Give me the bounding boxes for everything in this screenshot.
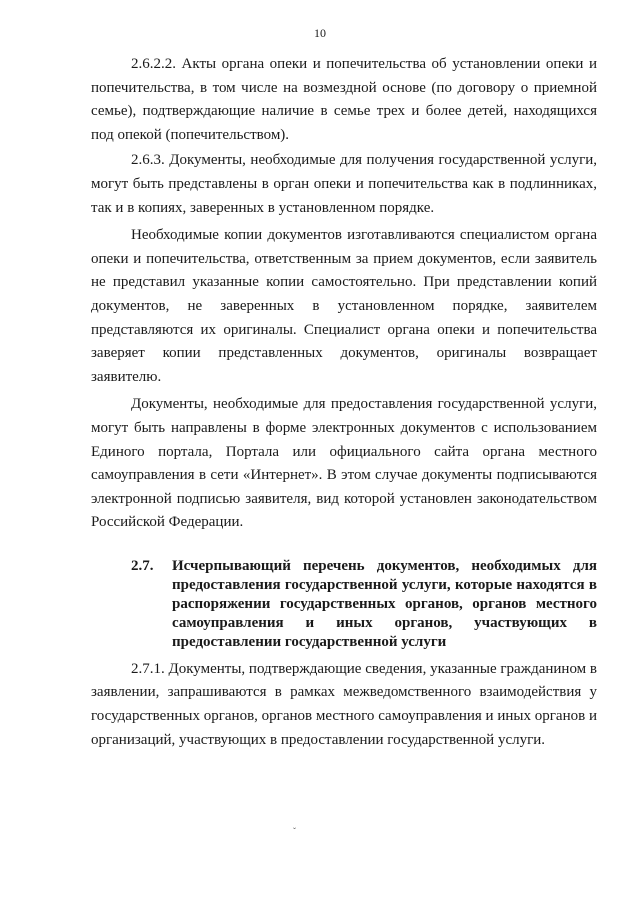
document-body: [91, 53, 597, 752]
section-heading: [91, 557, 597, 652]
scan-mark: ˇ: [293, 826, 296, 836]
paragraph-2-6-3: 2.6.3. Документы, необходимые для получения государственной услуги, могут быть представлены в орган опеки и попечительства как в подлинниках, так и в копиях, заверенных в установленном порядке.: [91, 152, 597, 216]
section-title: Исчерпывающий перечень документов, необходимых для предоставления государственной услуги, которые находятся в распоряжении государственных органов, органов местного самоуправления и иных органов, участвующих в предоставлении государственной услуги: [172, 557, 597, 650]
page-number: 10: [314, 26, 326, 40]
paragraph-2-7-1: 2.7.1. Документы, подтверждающие сведения, указанные гражданином в заявлении, запрашиваются в рамках межведомственного взаимодействия у государственных органов, органов местного самоуправления и иных органов и организаций, участвующих в предоставлении государственной услуги.: [91, 660, 597, 748]
paragraph-copies: Необходимые копии документов изготавливаются специалистом органа опеки и попечительства, ответственным за прием документов, если заявитель не представил указанные копии самостоятельно. При представлении копий документов, не заверенных в установленном порядке, заявителем представляются их оригиналы. Специалист органа опеки и попечительства заверяет копии представленных документов, оригиналы возвращает заявителю.: [91, 227, 597, 385]
paragraph-electronic-documents: Документы, необходимые для предоставления государственной услуги, могут быть направлены в форме электронных документов с использованием Единого портала, Портала или официального сайта органа местного самоуправления в сети «Интернет». В этом случае документы подписываются электронной подписью заявителя, вид которой установлен законодательством Российской Федерации.: [91, 396, 597, 531]
section-number: 2.7.: [131, 557, 154, 574]
paragraph-2-6-2-2: 2.6.2.2. Акты органа опеки и попечительства об установлении опеки и попечительства, в том числе на возмездной основе (по договору о приемной семье), подтверждающие наличие в семье трех и более детей, находящихся под опекой (попечительством).: [91, 56, 597, 143]
